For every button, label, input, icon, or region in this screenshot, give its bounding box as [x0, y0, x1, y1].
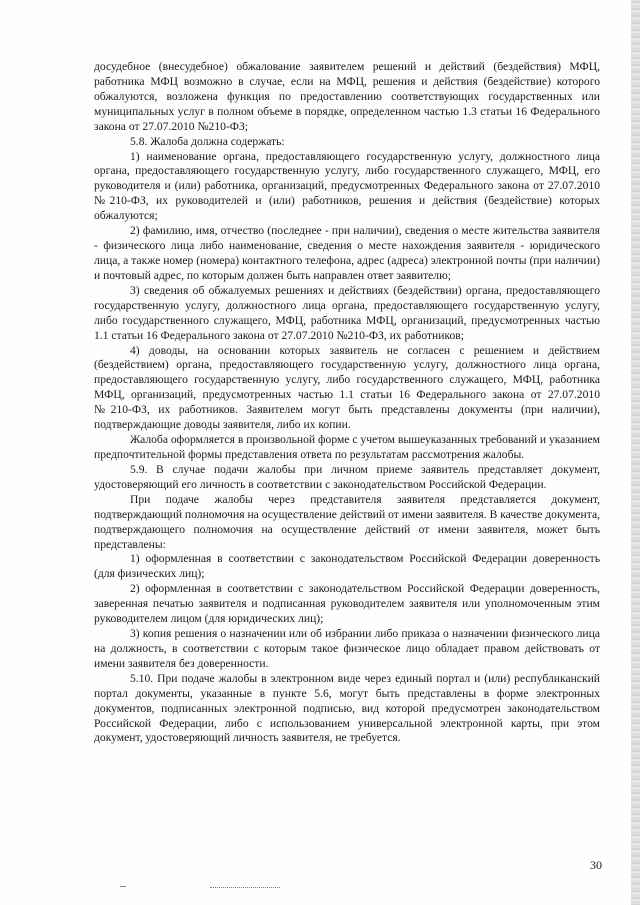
paragraph-5-9: 5.9. В случае подачи жалобы при личном приеме заявитель представляет документ, удостоверяющий его личность в соответствии с законодательством Российской Федерации. — [94, 462, 600, 491]
paragraph-5-8-item-2: 2) фамилию, имя, отчество (последнее - при наличии), сведения о месте жительства заявителя - физического лица либо наименование, сведения о месте нахождения заявителя - юридического лица, а также номер (номера) контактного телефона, адрес (адреса) электронной почты (при наличии) и почтовый адрес, по которым должен быть направлен ответ заявителю; — [94, 224, 600, 282]
paragraph-representative: При подаче жалобы через представителя заявителя представляется документ, подтверждающий полномочия на осуществление действий от имени заявителя. В качестве документа, подтверждающего полномочия на осуществление действий от имени заявителя, может быть представлены: — [94, 492, 601, 551]
paragraph-5-8: 5.8. Жалоба должна содержать: — [130, 134, 285, 148]
document-body — [94, 60, 600, 746]
footer-mark — [120, 886, 126, 887]
page-number: 30 — [590, 858, 602, 872]
paragraph-representative-item-1: 1) оформленная в соответствии с законодательством Российской Федерации доверенность (для физических лиц); — [94, 552, 600, 581]
paragraph-intro: досудебное (внесудебное) обжалование заявителем решений и действий (бездействия) МФЦ, работника МФЦ возможно в случае, если на МФЦ, решения и действия (бездействие) которого обжалуются, возложена функция по предоставлению соответствующих государственных или муниципальных услуг в полном объеме в порядке, определенном частью 1.3 статьи 16 Федерального закона от 27.07.2010 №210-ФЗ; — [94, 60, 600, 133]
paragraph-5-8-item-1: 1) наименование органа, предоставляющего государственную услугу, должностного лица органа, предоставляющего государственную услугу, либо государственного служащего, МФЦ, его руководителя и (или) работника, организаций, предусмотренных Федерального закона от 27.07.2010 №210-ФЗ, их руководителей и (или) работников, решения и действия (бездействие) которых обжалуются; — [94, 149, 600, 223]
paragraph-representative-item-2: 2) оформленная в соответствии с законодательством Российской Федерации доверенность, заверенная печатью заявителя и подписанная руководителем заявителя или уполномоченным этим руководителем лицом (для юридических лиц); — [94, 582, 600, 626]
scan-edge — [631, 0, 640, 905]
paragraph-5-8-item-4: 4) доводы, на основании которых заявитель не согласен с решением и действием (бездействием) органа, предоставляющего государственную услугу, должностного лица органа, предоставляющего государственную услугу, либо государственного служащего, МФЦ, работника МФЦ, организаций, предусмотренных частью 1.1 статьи 16 Федерального закона от 27.07.2010 №210-ФЗ, их работников. Заявителем могут быть представлены документы (при наличии), подтверждающие доводы заявителя, либо их копии. — [94, 343, 600, 432]
paragraph-complaint-form: Жалоба оформляется в произвольной форме с учетом вышеуказанных требований и указанием предпочтительной формы представления ответа по результатам рассмотрения жалобы. — [94, 433, 600, 461]
paragraph-5-8-item-3: 3) сведения об обжалуемых решениях и действиях (бездействии) органа, предоставляющего государственную услугу, должностного лица органа, предоставляющего государственную услугу, либо государственного служащего, МФЦ, работника МФЦ, организаций, предусмотренных частью 1.1 статьи 16 Федерального закона от 27.07.2010 №210-ФЗ, их работников; — [94, 283, 600, 342]
paragraph-representative-item-3: 3) копия решения о назначении или об избрании либо приказа о назначении физического лица на должность, в соответствии с которым такое физическое лицо обладает правом действовать от имени заявителя без доверенности. — [94, 627, 600, 670]
footer-dotted-line — [210, 887, 280, 888]
paragraph-5-10: 5.10. При подаче жалобы в электронном виде через единый портал и (или) республиканский портал документы, указанные в пункте 5.6, могут быть представлены в форме электронных документов, подписанных электронной подписью, вид которой предусмотрен законодательством Российской Федерации, либо с использованием универсальной электронной карты, при этом документ, удостоверяющий личность заявителя, не требуется. — [94, 671, 600, 745]
